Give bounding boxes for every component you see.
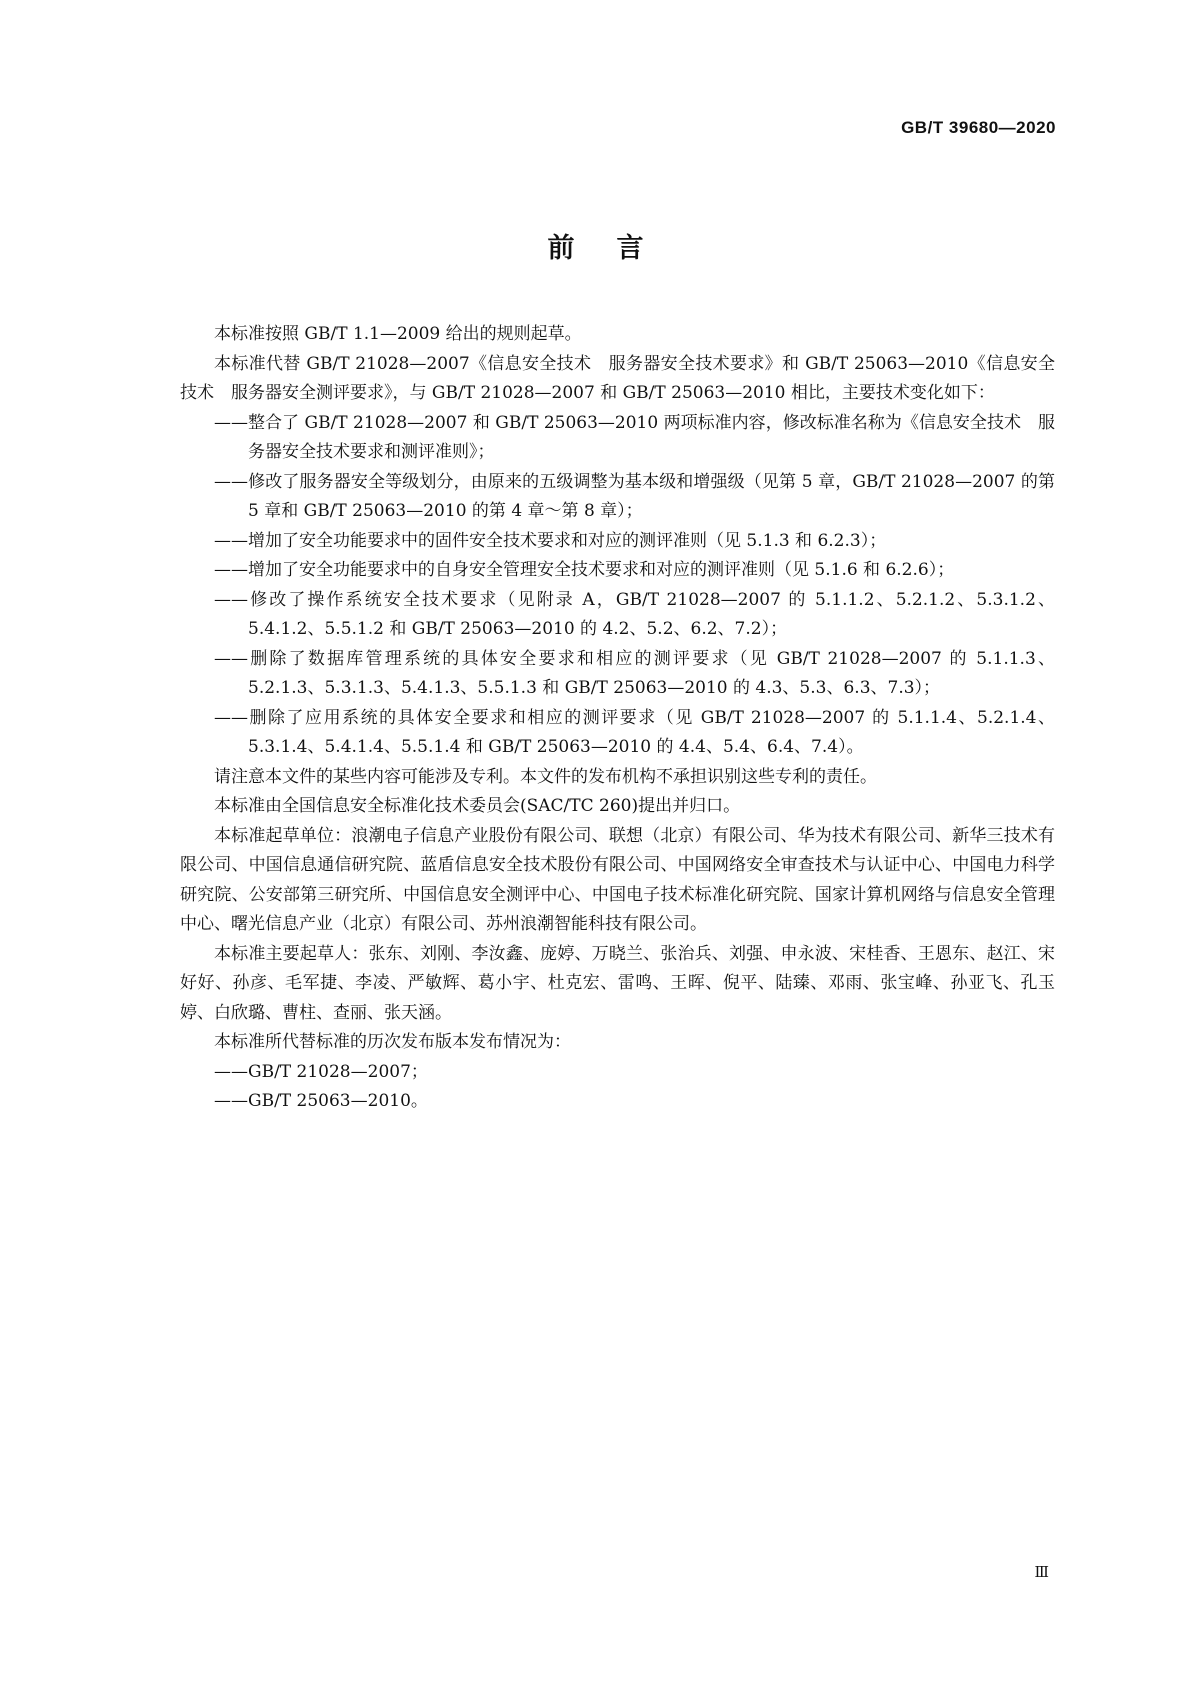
dash-marker: —— [214, 471, 248, 492]
foreword-body [180, 320, 1055, 1117]
change-item-text: 修改了服务器安全等级划分，由原来的五级调整为基本级和增强级（见第 5 章，GB/T 21028—2007 的第 5 章和 GB/T 25063—2010 的第 4 章～第 8 章）； [248, 471, 1055, 521]
dash-marker: —— [214, 589, 248, 610]
paragraph: 本标准代替 GB/T 21028—2007《信息安全技术 服务器安全技术要求》和 GB/T 25063—2010《信息安全技术 服务器安全测评要求》，与 GB/T 21028—2007 和 GB/T 25063—2010 相比，主要技术变化如下： [180, 353, 1055, 403]
change-item [180, 556, 1055, 586]
change-item-text: 整合了 GB/T 21028—2007 和 GB/T 25063—2010 两项标准内容，修改标准名称为《信息安全技术 服务器安全技术要求和测评准则》； [248, 412, 1055, 462]
history-item-text: GB/T 25063—2010。 [248, 1091, 428, 1111]
change-item [180, 645, 1055, 704]
dash-marker: —— [214, 530, 248, 551]
paragraph: 本标准按照 GB/T 1.1—2009 给出的规则起草。 [214, 324, 582, 344]
page-number: Ⅲ [1034, 1563, 1049, 1581]
change-item [180, 409, 1055, 468]
paragraph: 本标准所代替标准的历次发布版本发布情况为： [214, 1032, 571, 1052]
paragraph: 请注意本文件的某些内容可能涉及专利。本文件的发布机构不承担识别这些专利的责任。 [214, 766, 877, 787]
paragraph: 本标准主要起草人：张东、刘刚、李汝鑫、庞婷、万晓兰、张治兵、刘强、申永波、宋桂香、王恩东、赵江、宋好好、孙彦、毛军捷、李凌、严敏辉、葛小宇、杜克宏、雷鸣、王晖、倪平、陆臻、邓雨、张宝峰、孙亚飞、孔玉婷、白欣璐、曹柱、查丽、张天涵。 [180, 943, 1055, 1023]
change-item [180, 527, 1055, 557]
dash-marker: —— [214, 1061, 248, 1082]
page-title: 前言 [547, 233, 686, 264]
change-item-text: 增加了安全功能要求中的自身安全管理安全技术要求和对应的测评准则（见 5.1.6 和 6.2.6）； [248, 560, 955, 580]
paragraph: 本标准由全国信息安全标准化技术委员会(SAC/TC 260)提出并归口。 [214, 796, 741, 816]
standard-code: GB/T 39680—2020 [901, 118, 1056, 137]
change-item-text: 删除了应用系统的具体安全要求和相应的测评要求（见 GB/T 21028—2007 的 5.1.1.4、5.2.1.4、5.3.1.4、5.4.1.4、5.5.1.4 和 GB/T 25063—2010 的 4.4、5.4、6.4、7.4）。 [248, 707, 1055, 757]
paragraph: 本标准起草单位：浪潮电子信息产业股份有限公司、联想（北京）有限公司、华为技术有限公司、新华三技术有限公司、中国信息通信研究院、蓝盾信息安全技术股份有限公司、中国网络安全审查技术与认证中心、中国电力科学研究院、公安部第三研究所、中国信息安全测评中心、中国电子技术标准化研究院、国家计算机网络与信息安全管理中心、曙光信息产业（北京）有限公司、苏州浪潮智能科技有限公司。 [180, 825, 1055, 934]
change-item-text: 删除了数据库管理系统的具体安全要求和相应的测评要求（见 GB/T 21028—2007 的 5.1.1.3、5.2.1.3、5.3.1.3、5.4.1.3、5.5.1.3 和 GB/T 25063—2010 的 4.3、5.3、6.3、7.3）； [248, 648, 1055, 698]
change-item-text: 增加了安全功能要求中的固件安全技术要求和对应的测评准则（见 5.1.3 和 6.2.3）； [248, 530, 887, 551]
dash-marker: —— [214, 560, 248, 580]
history-item [180, 1087, 1055, 1117]
change-item [180, 468, 1055, 527]
dash-marker: —— [214, 412, 248, 433]
history-item-text: GB/T 21028—2007； [248, 1061, 428, 1082]
dash-marker: —— [214, 648, 248, 669]
dash-marker: —— [214, 1091, 248, 1111]
history-item [180, 1058, 1055, 1088]
change-item [180, 586, 1055, 645]
dash-marker: —— [214, 707, 248, 728]
change-item [180, 704, 1055, 763]
change-item-text: 修改了操作系统安全技术要求（见附录 A，GB/T 21028—2007 的 5.1.1.2、5.2.1.2、5.3.1.2、5.4.1.2、5.5.1.2 和 GB/T 25063—2010 的 4.2、5.2、6.2、7.2）； [248, 589, 1055, 639]
